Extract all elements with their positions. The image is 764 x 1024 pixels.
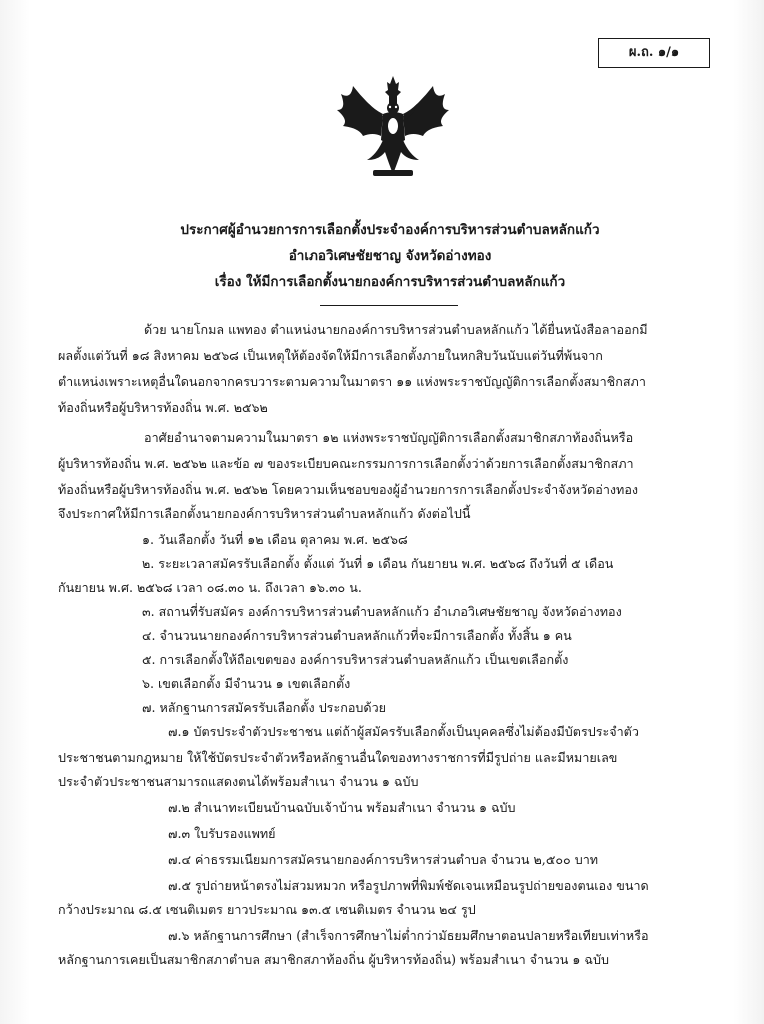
sub-item-7-6-cont: หลักฐานการเคยเป็นสมาชิกสภาตำบล สมาชิกสภาท้องถิ่น ผู้บริหารท้องถิ่น) พร้อมสำเนา จำนวน ๑ ฉบับ (58, 952, 609, 967)
item-1: ๑. วันเลือกตั้ง วันที่ ๑๒ เดือน ตุลาคม พ.ศ. ๒๕๖๘ (142, 532, 408, 547)
title-divider (320, 305, 458, 306)
sub-item-7-2: ๗.๒ สำเนาทะเบียนบ้านฉบับเจ้าบ้าน พร้อมสำเนา จำนวน ๑ ฉบับ (168, 800, 516, 815)
para2-line: จึงประกาศให้มีการเลือกตั้งนายกองค์การบริหารส่วนตำบลหลักแก้ว ดังต่อไปนี้ (58, 506, 471, 521)
para2-line: ท้องถิ่นหรือผู้บริหารท้องถิ่น พ.ศ. ๒๕๖๒ โดยความเห็นชอบของผู้อำนวยการการเลือกตั้งประจำจังหวัดอ่างทอง (58, 482, 639, 497)
garuda-emblem-icon (333, 74, 453, 178)
item-4: ๔. จำนวนนายกองค์การบริหารส่วนตำบลหลักแก้วที่จะมีการเลือกตั้ง ทั้งสิ้น ๑ คน (142, 628, 572, 643)
para2-line: ผู้บริหารท้องถิ่น พ.ศ. ๒๕๖๒ และข้อ ๗ ของระเบียบคณะกรรมการการเลือกตั้งว่าด้วยการเลือกตั้งสมาชิกสภา (58, 456, 634, 471)
para1-line: ท้องถิ่นหรือผู้บริหารท้องถิ่น พ.ศ. ๒๕๖๒ (58, 400, 268, 415)
sub-item-7-1-cont: ประจำตัวประชาชนสามารถแสดงตนได้พร้อมสำเนา จำนวน ๑ ฉบับ (58, 774, 419, 789)
item-6: ๖. เขตเลือกตั้ง มีจำนวน ๑ เขตเลือกตั้ง (142, 676, 351, 691)
sub-item-7-3: ๗.๓ ใบรับรองแพทย์ (168, 826, 276, 841)
form-code-box: ผ.ถ. ๑/๑ (598, 38, 710, 68)
sub-item-7-5-cont: กว้างประมาณ ๘.๕ เซนติเมตร ยาวประมาณ ๑๓.๕ เซนติเมตร จำนวน ๒๔ รูป (58, 902, 476, 917)
sub-item-7-6: ๗.๖ หลักฐานการศึกษา (สำเร็จการศึกษาไม่ต่ำกว่ามัธยมศึกษาตอนปลายหรือเทียบเท่าหรือ (168, 928, 649, 943)
sub-item-7-1: ๗.๑ บัตรประจำตัวประชาชน แต่ถ้าผู้สมัครรับเลือกตั้งเป็นบุคคลซึ่งไม่ต้องมีบัตรประจำตัว (168, 724, 639, 739)
para1-line: ผลตั้งแต่วันที่ ๑๘ สิงหาคม ๒๕๖๘ เป็นเหตุให้ต้องจัดให้มีการเลือกตั้งภายในหกสิบวันนับแต่วันที่พ้นจาก (58, 348, 603, 363)
para2-line: อาศัยอำนาจตามความในมาตรา ๑๒ แห่งพระราชบัญญัติการเลือกตั้งสมาชิกสภาท้องถิ่นหรือ (144, 430, 634, 445)
title-line-3: เรื่อง ให้มีการเลือกตั้งนายกองค์การบริหารส่วนตำบลหลักแก้ว (214, 274, 566, 290)
item-2-cont: กันยายน พ.ศ. ๒๕๖๘ เวลา ๐๘.๓๐ น. ถึงเวลา ๑๖.๓๐ น. (58, 580, 362, 595)
item-7: ๗. หลักฐานการสมัครรับเลือกตั้ง ประกอบด้วย (142, 700, 387, 715)
sub-item-7-1-cont: ประชาชนตามกฎหมาย ให้ใช้บัตรประจำตัวหรือหลักฐานอื่นใดของทางราชการที่มีรูปถ่าย และมีหมายเลข (58, 750, 618, 765)
sub-item-7-5: ๗.๕ รูปถ่ายหน้าตรงไม่สวมหมวก หรือรูปภาพที่พิมพ์ชัดเจนเหมือนรูปถ่ายของตนเอง ขนาด (168, 878, 649, 893)
item-5: ๕. การเลือกตั้งให้ถือเขตของ องค์การบริหารส่วนตำบลหลักแก้ว เป็นเขตเลือกตั้ง (142, 652, 569, 667)
para1-line: ด้วย นายโกมล แพทอง ตำแหน่งนายกองค์การบริหารส่วนตำบลหลักแก้ว ได้ยื่นหนังสือลาออกมี (144, 322, 648, 337)
title-line-2: อำเภอวิเศษชัยชาญ จังหวัดอ่างทอง (288, 248, 492, 264)
title-line-1: ประกาศผู้อำนวยการการเลือกตั้งประจำองค์การบริหารส่วนตำบลหลักแก้ว (180, 222, 600, 238)
item-3: ๓. สถานที่รับสมัคร องค์การบริหารส่วนตำบลหลักแก้ว อำเภอวิเศษชัยชาญ จังหวัดอ่างทอง (142, 604, 622, 619)
item-2: ๒. ระยะเวลาสมัครรับเลือกตั้ง ตั้งแต่ วันที่ ๑ เดือน กันยายน พ.ศ. ๒๕๖๘ ถึงวันที่ ๕ เดือน (142, 556, 614, 571)
para1-line: ตำแหน่งเพราะเหตุอื่นใดนอกจากครบวาระตามความในมาตรา ๑๑ แห่งพระราชบัญญัติการเลือกตั้งสมาชิกสภา (58, 374, 646, 389)
sub-item-7-4: ๗.๔ ค่าธรรมเนียมการสมัครนายกองค์การบริหารส่วนตำบล จำนวน ๒,๕๐๐ บาท (168, 852, 599, 867)
